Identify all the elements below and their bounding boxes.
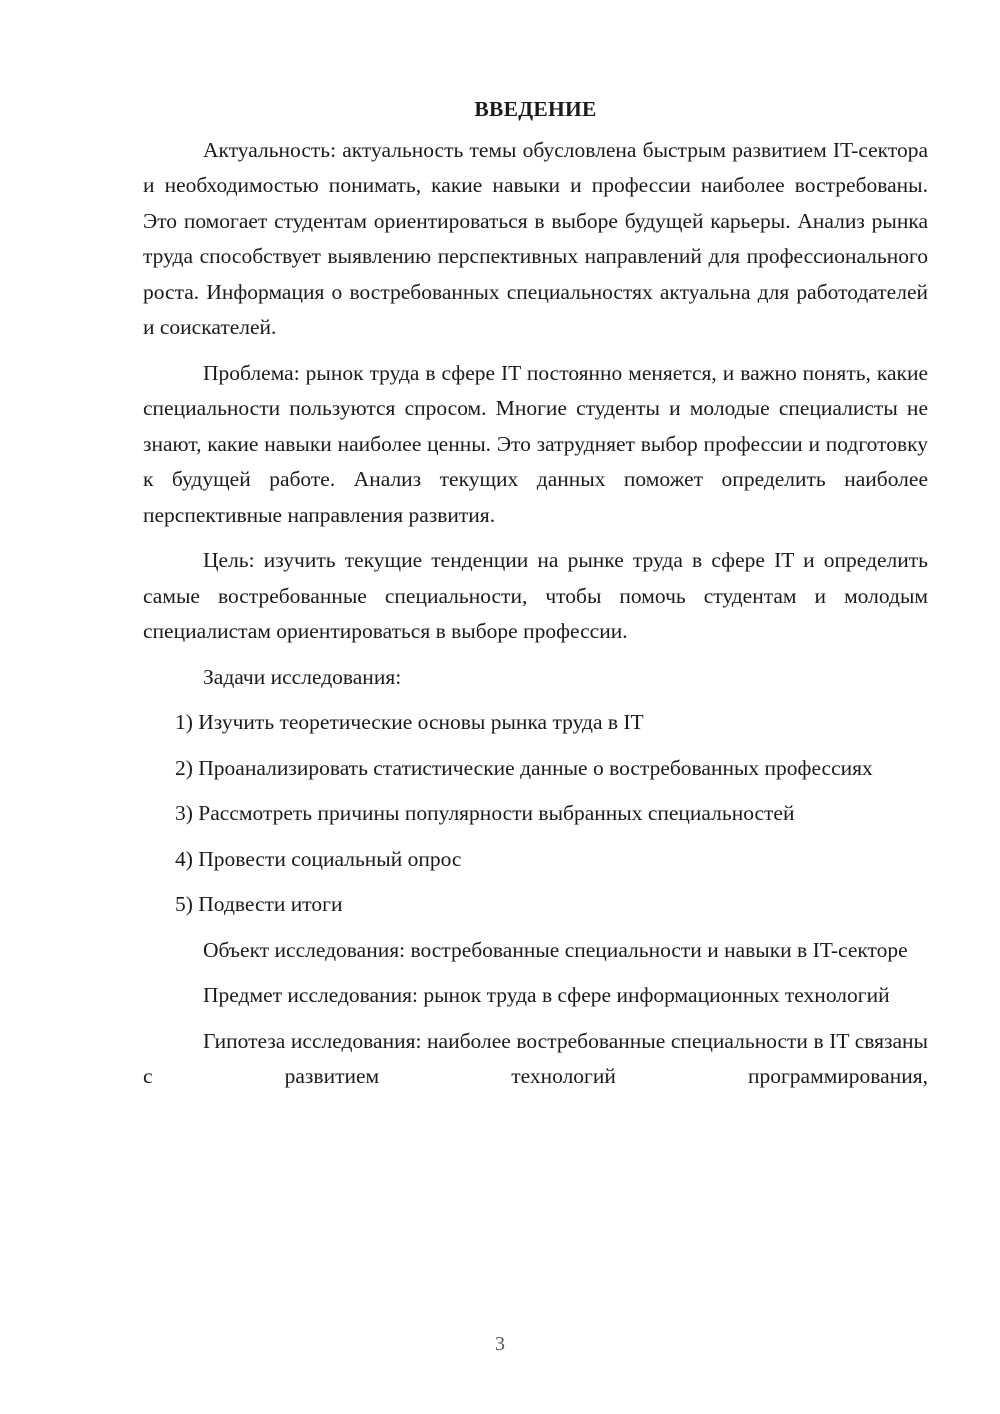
task-item: 1) Изучить теоретические основы рынка труда в IT [175, 710, 644, 734]
paragraph-relevance: Актуальность: актуальность темы обусловлена быстрым развитием IT-сектора и необходимостью понимать, какие навыки и профессии наиболее востребованы. Это помогает студентам ориентироваться в выборе будущей карьеры. Анализ рынка труда способствует выявлению перспективных направлений для профессионального роста. Информация о востребованных специальностях актуальна для работодателей и соискателей. [143, 137, 928, 339]
page-number: 3 [495, 1333, 505, 1355]
task-item: 4) Провести социальный опрос [175, 846, 462, 871]
task-item: 5) Подвести итоги [175, 892, 343, 916]
paragraph-object: Объект исследования: востребованные специальности и навыки в IT-секторе [203, 937, 908, 962]
paragraph-subject: Предмет исследования: рынок труда в сфере информационных технологий [203, 983, 890, 1007]
paragraph-problem: Проблема: рынок труда в сфере IT постоянно меняется, и важно понять, какие специальности пользуются спросом. Многие студенты и молодые специалисты не знают, какие навыки наиболее ценны. Это затрудняет выбор профессии и подготовку к будущей работе. Анализ текущих данных поможет определить наиболее перспективные направления развития. [143, 360, 928, 527]
task-item: 2) Проанализировать статистические данные о востребованных профессиях [175, 755, 873, 780]
page-title: ВВЕДЕНИЕ [474, 97, 597, 121]
tasks-heading: Задачи исследования: [203, 664, 402, 689]
paragraph-goal: Цель: изучить текущие тенденции на рынке труда в сфере IT и определить самые востребованные специальности, чтобы помочь студентам и молодым специалистам ориентироваться в выборе профессии. [143, 548, 928, 643]
task-item: 3) Рассмотреть причины популярности выбранных специальностей [175, 801, 795, 825]
document-page [143, 92, 928, 1105]
paragraph-hypothesis: Гипотеза исследования: наиболее востребованные специальности в IT связаны с развитием технологий программирования, [143, 1028, 928, 1088]
